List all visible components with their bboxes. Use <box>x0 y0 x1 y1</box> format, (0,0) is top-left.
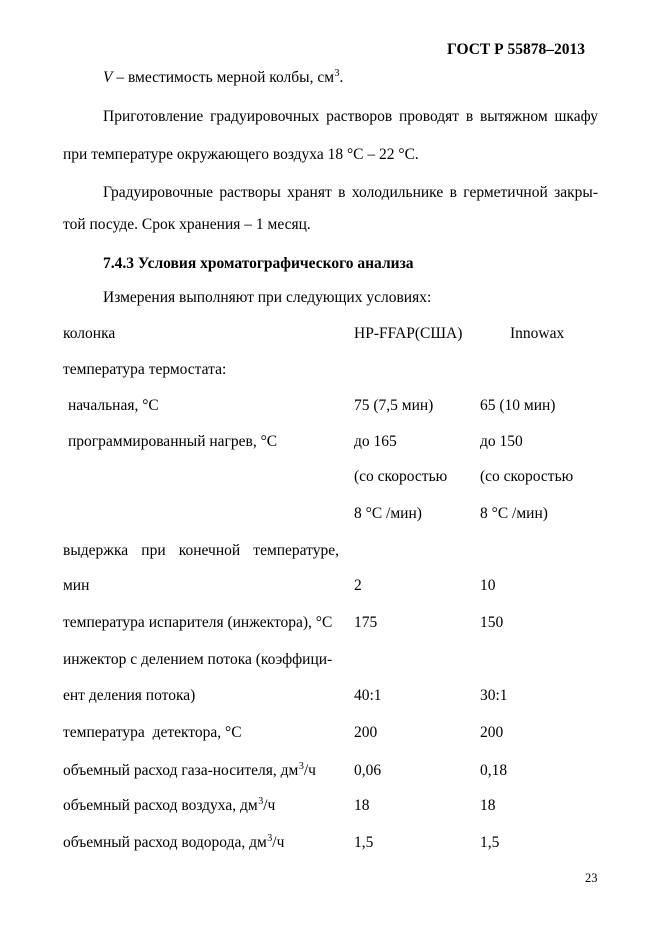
page-number: 23 <box>585 871 598 885</box>
row-hydrogen-unit: /ч <box>272 834 285 851</box>
row-detector-col2: 200 <box>480 724 504 741</box>
row-evaporator-label: температура испарителя (инжектора), °С <box>63 614 333 631</box>
row-detector-label: температура детектора, °С <box>63 724 242 741</box>
row-evaporator-col1: 175 <box>354 614 378 631</box>
row-air-superscript: 3 <box>258 796 264 807</box>
row-programmed-col2-line1: до 150 <box>480 433 523 450</box>
paragraph-1-line-2: при температуре окружающего воздуха 18 °С – 22 °С. <box>63 146 419 163</box>
row-column-label: колонка <box>63 325 116 342</box>
section-intro: Измерения выполняют при следующих условиях: <box>103 289 432 306</box>
definition-symbol: V <box>103 69 113 86</box>
row-column-col1: HP-FFAP(США) <box>354 325 463 342</box>
definition-text: – вместимость мерной колбы, см <box>112 69 335 86</box>
row-carrier-gas-label <box>63 763 316 779</box>
row-programmed-col1-line1: до 165 <box>354 433 397 450</box>
row-programmed-label: программированный нагрев, °С <box>68 433 278 450</box>
row-programmed-col1-line3: 8 °С /мин) <box>354 505 422 522</box>
row-split-col1: 40:1 <box>354 687 382 704</box>
row-hydrogen-col2: 1,5 <box>480 834 500 851</box>
row-split-col2: 30:1 <box>480 687 508 704</box>
row-hold-label-line1: выдержка при конечной температуре, <box>63 542 339 559</box>
paragraph-2-line-1: Градуировочные растворы хранят в холодильнике в герметичной закры- <box>103 184 598 201</box>
row-carrier-gas-superscript: 3 <box>298 761 304 772</box>
definition-end: . <box>339 69 344 86</box>
row-hold-col1: 2 <box>354 577 362 594</box>
row-carrier-gas-unit: /ч <box>303 762 316 779</box>
paragraph-1-line-1: Приготовление градуировочных растворов проводят в вытяжном шкафу <box>103 108 598 125</box>
definition-line <box>103 70 343 86</box>
row-hydrogen-label-text: объемный расход водорода, дм <box>63 834 267 851</box>
row-air-col2: 18 <box>480 797 496 814</box>
row-hold-label-line2: мин <box>63 577 90 594</box>
row-initial-label: начальная, °С <box>68 397 159 414</box>
row-initial-col2: 65 (10 мин) <box>480 397 556 414</box>
definition-superscript: 3 <box>334 68 340 79</box>
row-initial-col1: 75 (7,5 мин) <box>354 397 434 414</box>
row-split-label-line1: инжектор с делением потока (коэффици- <box>63 651 333 668</box>
row-hydrogen-col1: 1,5 <box>354 834 374 851</box>
row-detector-col1: 200 <box>354 724 378 741</box>
row-evaporator-col2: 150 <box>480 614 504 631</box>
row-thermostat-label: температура термостата: <box>63 361 227 378</box>
row-column-col2: Innowax <box>510 325 565 342</box>
row-programmed-col2-line2: (со скоростью <box>480 468 574 485</box>
section-heading: 7.4.3 Условия хроматографического анализа <box>103 255 414 272</box>
row-programmed-col1-line2: (со скоростью <box>354 468 448 485</box>
row-air-col1: 18 <box>354 797 370 814</box>
row-programmed-col2-line3: 8 °С /мин) <box>480 505 548 522</box>
row-carrier-gas-col2: 0,18 <box>480 762 508 779</box>
row-air-label <box>63 798 275 814</box>
row-split-label-line2: ент деления потока) <box>63 687 196 704</box>
row-hydrogen-superscript: 3 <box>267 833 273 844</box>
paragraph-2-line-2: той посуде. Срок хранения – 1 месяц. <box>63 216 311 233</box>
row-carrier-gas-col1: 0,06 <box>354 762 382 779</box>
row-air-unit: /ч <box>263 797 276 814</box>
row-air-label-text: объемный расход воздуха, дм <box>63 797 258 814</box>
row-hold-col2: 10 <box>480 577 496 594</box>
row-hydrogen-label <box>63 835 284 851</box>
row-carrier-gas-label-text: объемный расход газа-носителя, дм <box>63 762 299 779</box>
document-standard-number: ГОСТ Р 55878–2013 <box>447 41 585 58</box>
